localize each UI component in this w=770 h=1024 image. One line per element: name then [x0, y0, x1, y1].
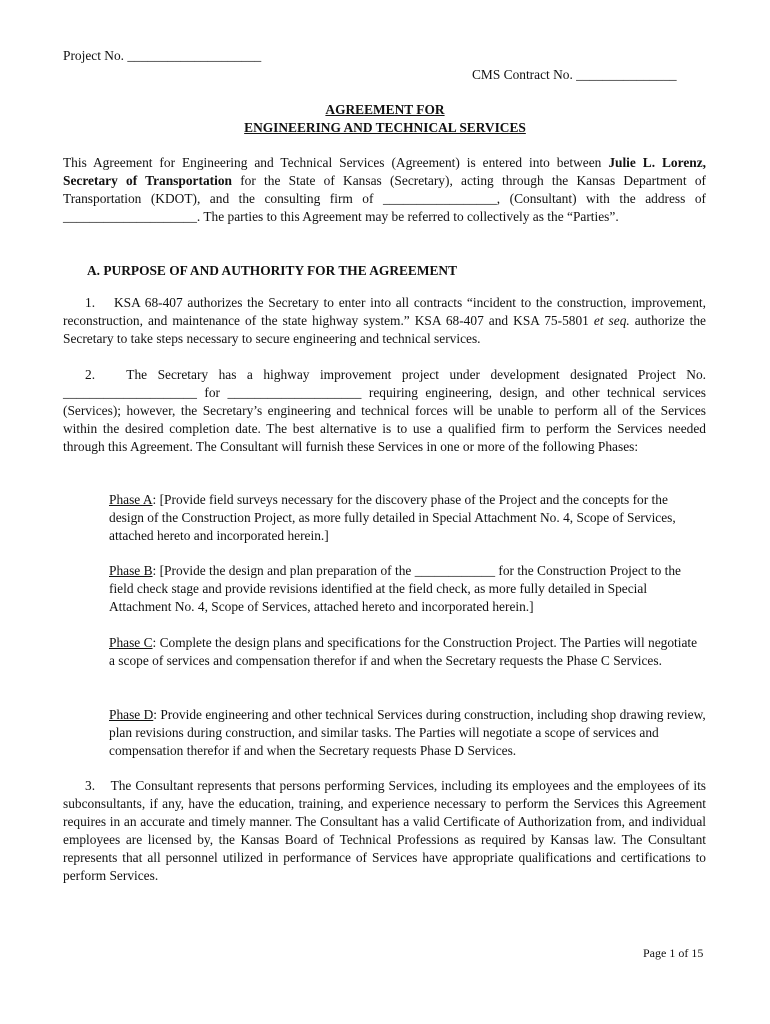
section-a-heading: A. PURPOSE OF AND AUTHORITY FOR THE AGREEMENT — [87, 263, 458, 278]
phase-d — [109, 706, 706, 760]
intro-paragraph — [63, 154, 706, 226]
phase-a-text: : [Provide field surveys necessary for the discovery phase of the Project and the concepts for the design of the Construction Project, as more fully detailed in Special Attachment No. 4, Scope of Services, attached hereto and incorporated herein.] — [109, 492, 676, 543]
phase-a-label: Phase A — [109, 492, 153, 507]
phase-d-text: : Provide engineering and other technical Services during construction, including shop drawing review, plan revisions during construction, and similar tasks. The Parties will negotiate a scope of services and compensation therefor if and when the Secretary requests Phase D Services. — [109, 707, 706, 758]
phase-b — [109, 562, 706, 616]
phase-b-label: Phase B — [109, 563, 153, 578]
phase-c-label: Phase C — [109, 635, 153, 650]
secretary-name: Julie L. Lorenz, Secretary of Transportation — [63, 155, 706, 188]
paragraph-3-text: The Consultant represents that persons performing Services, including its employees and the employees of its subconsultants, if any, have the education, training, and experience necessary to perform the Services this Agreement requires in an accurate and timely manner. The Consultant has a valid Certificate of Authorization from, and individual employees are licensed by, the Kansas Board of Technical Professions as required by Kansas law. The Consultant represents that all personnel utilized in performance of Services have appropriate qualifications and certifications to perform Services. — [63, 778, 706, 883]
paragraph-2-text: The Secretary has a highway improvement project under development designated Project No. ____________________ for ____________________ requiring engineering, design, and other technical services (Services); however, the Secretary’s engineering and technical forces will be unable to perform all of the Services within the desired completion date. The best alternative is to use a qualified firm to perform the Services needed through this Agreement. The Consultant will furnish these Services in one or more of the following Phases: — [63, 367, 706, 454]
document-title-line2: ENGINEERING AND TECHNICAL SERVICES — [244, 120, 526, 135]
paragraph-3-number: 3. — [85, 778, 96, 793]
document-title-line1: AGREEMENT FOR — [325, 102, 445, 117]
paragraph-3 — [63, 777, 706, 885]
phase-d-label: Phase D — [109, 707, 154, 722]
paragraph-1-text-b: authorize the Secretary to take steps necessary to secure engineering and technical services. — [63, 313, 706, 346]
paragraph-1-number: 1. — [85, 295, 96, 310]
phase-a — [109, 491, 706, 545]
paragraph-1 — [63, 294, 706, 348]
paragraph-1-italic: et seq. — [593, 313, 630, 328]
phase-c-text: : Complete the design plans and specifications for the Construction Project. The Parties will negotiate a scope of services and compensation therefor if and when the Secretary requests the Phase C Services. — [109, 635, 698, 668]
phase-b-text: : [Provide the design and plan preparation of the ____________ for the Construction Project to the field check stage and provide revisions identified at the field check, as more fully detailed in Special Attachment No. 4, Scope of Services, attached hereto and incorporated herein.] — [109, 563, 681, 614]
page-number: Page 1 of 15 — [643, 946, 704, 960]
intro-text-start: This Agreement for Engineering and Technical Services (Agreement) is entered into between — [63, 155, 609, 170]
paragraph-2-number: 2. — [85, 367, 96, 382]
cms-contract-number-field: CMS Contract No. _______________ — [472, 67, 677, 82]
intro-text-end: for the State of Kansas (Secretary), acting through the Kansas Department of Transportation (KDOT), and the consulting firm of _________________, (Consultant) with the address of ____________________. The parties to this Agreement may be referred to collectively as the “Parties”. — [63, 173, 706, 224]
paragraph-1-text-a: KSA 68-407 authorizes the Secretary to enter into all contracts “incident to the construction, improvement, reconstruction, and maintenance of the state highway system.” KSA 68-407 and KSA 75-5801 — [63, 295, 706, 328]
phase-c — [109, 634, 706, 670]
project-number-field: Project No. ____________________ — [63, 48, 262, 63]
paragraph-2 — [63, 366, 706, 456]
